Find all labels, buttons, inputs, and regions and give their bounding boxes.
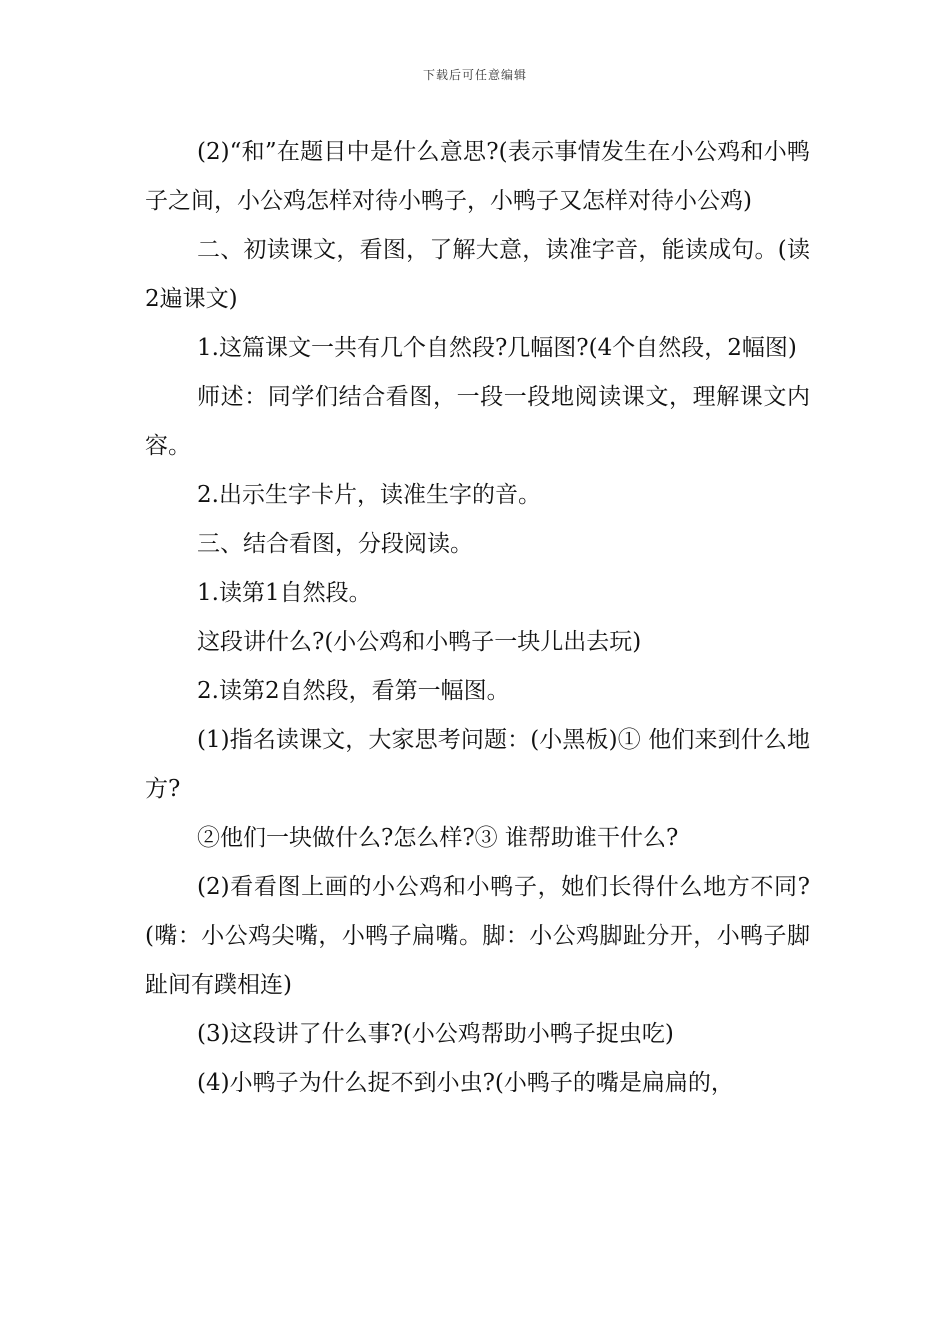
paragraph: (2)“和”在题目中是什么意思?(表示事情发生在小公鸡和小鸭子之间，小公鸡怎样对待小鸭子，小鸭子又怎样对待小公鸡) xyxy=(145,139,810,214)
page-header: 下载后可任意编辑 xyxy=(422,68,527,82)
paragraph: 二、初读课文，看图，了解大意，读准字音，能读成句。(读2遍课文) xyxy=(145,237,810,312)
paragraph: 师述：同学们结合看图，一段一段地阅读课文，理解课文内容。 xyxy=(145,384,810,459)
paragraph: (2)看看图上画的小公鸡和小鸭子，她们长得什么地方不同?(嘴：小公鸡尖嘴，小鸭子扁嘴。脚：小公鸡脚趾分开，小鸭子脚趾间有蹼相连) xyxy=(145,874,810,998)
paragraph: 1.这篇课文一共有几个自然段?几幅图?(4个自然段，2幅图) xyxy=(197,335,797,361)
paragraph: 三、结合看图，分段阅读。 xyxy=(197,531,473,557)
paragraph: 这段讲什么?(小公鸡和小鸭子一块儿出去玩) xyxy=(197,629,642,655)
paragraph: (4)小鸭子为什么捉不到小虫?(小鸭子的嘴是扁扁的， xyxy=(197,1070,734,1096)
paragraph: ②他们一块做什么?怎么样?③ 谁帮助谁干什么? xyxy=(197,825,679,851)
paragraph: 2.读第2自然段，看第一幅图。 xyxy=(197,678,510,704)
document-body xyxy=(145,128,810,1108)
paragraph: 1.读第1自然段。 xyxy=(197,580,372,606)
paragraph: (3)这段讲了什么事?(小公鸡帮助小鸭子捉虫吃) xyxy=(197,1021,674,1047)
paragraph: (1)指名读课文，大家思考问题：(小黑板)① 他们来到什么地方? xyxy=(145,727,810,802)
paragraph: 2.出示生字卡片，读准生字的音。 xyxy=(197,482,541,508)
